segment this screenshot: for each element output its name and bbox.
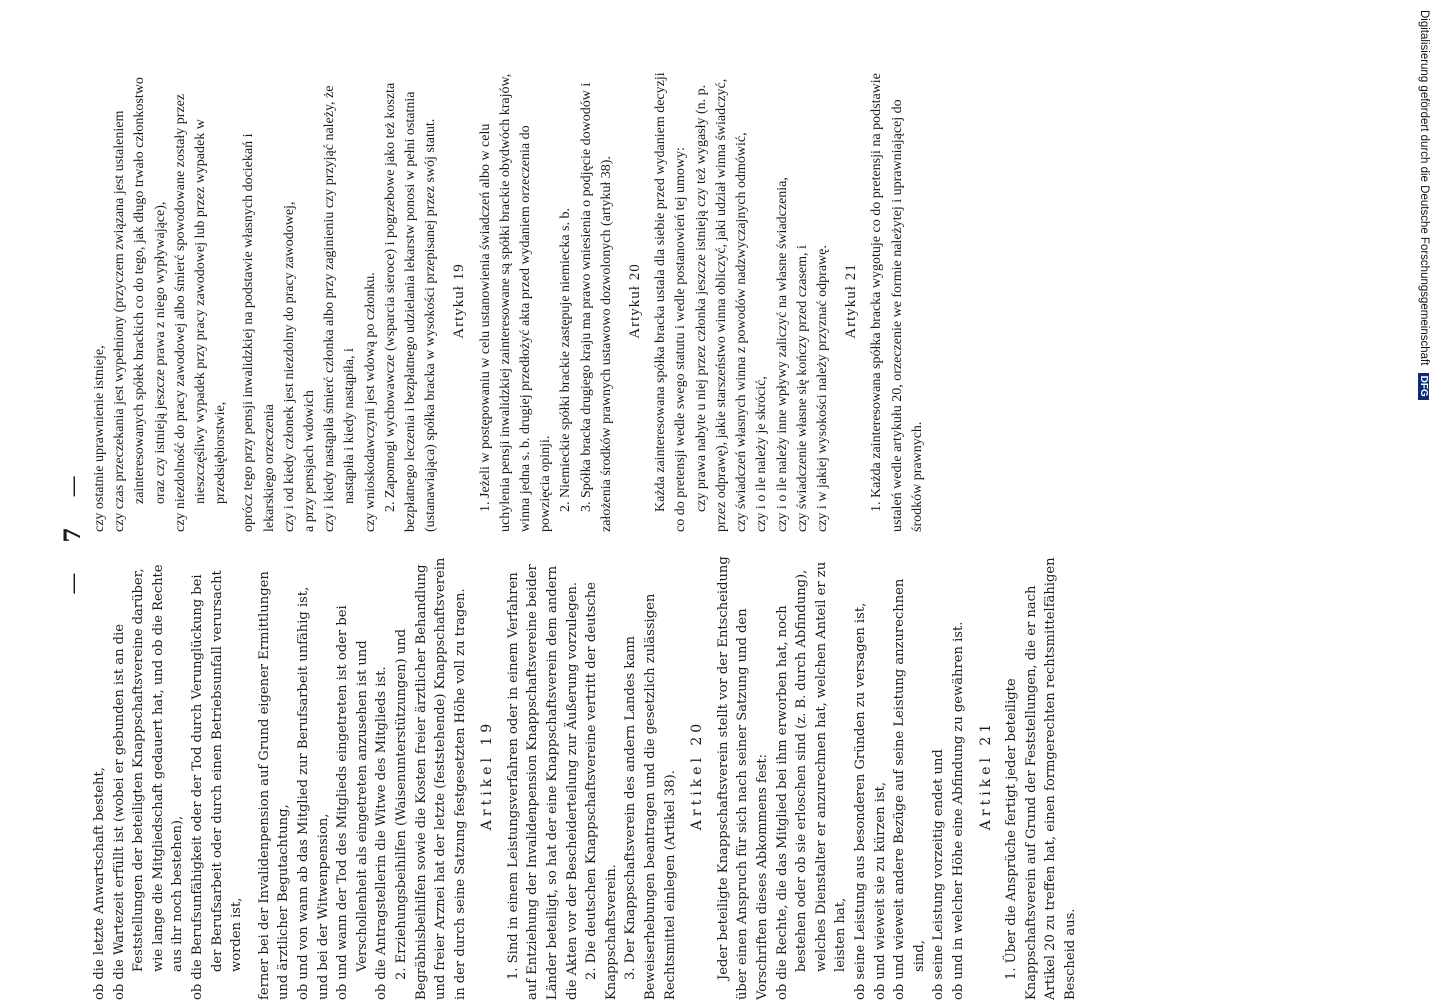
paragraph: 3. Spółka bracka drugiego kraju ma prawo wniesienia o podjęcie dowodów i założenia środków prawnych ustawowo dozwolonych (artykuł 38). [578, 82, 614, 532]
paragraph: 3. Der Knappschaftsverein des andern Landes kann Beweiserhebungen beantragen und die gesetzlich zulässigen Rechtsmittel einlegen (Artikel 38). [623, 593, 678, 1000]
paragraph: czy świadczenie własne się kończy przed czasem, i [794, 245, 810, 532]
paragraph: czy ostatnie uprawnienie istnieje, [92, 345, 107, 532]
paragraph: czy niezdolność do pracy zawodowej albo śmierć spowodowane zostały przez nieszczęśliwy wypadek przy pracy zawodowej lub przez wypadek w przedsiębiorstwie, [172, 93, 229, 532]
paragraph: ob die letzte Anwartschaft besteht, [92, 767, 107, 1000]
paragraph: Jeder beteiligte Knappschaftsverein stellt vor der Entscheidung über einen Anspruch für sich nach seiner Satzung und den Vorschriften dieses Abkommens fest: [715, 556, 770, 1000]
paragraph: ob die Berufsunfähigkeit oder der Tod durch Verunglückung bei der Berufsarbeit oder durch einen Betriebsunfall verursacht worden ist, [189, 570, 245, 1000]
paragraph: 2. Niemieckie spółki brackie zastępuje niemiecka s. b. [558, 207, 574, 512]
paragraph: czy i w jakiej wysokości należy przyznać odprawę. [814, 245, 830, 532]
paragraph: czy czas przeczekania jest wypełniony (przyczem związana jest ustaleniem zainteresowanych spółek brackich co do tego, jak długo trwało członkostwo oraz czy istnieją jeszcze prawa z niego wypływające), [112, 77, 168, 532]
article-heading: Artikel 20 [689, 719, 706, 831]
paragraph: ob und wieweit sie zu kürzen ist, [872, 781, 888, 1000]
paragraph: ob die Antragstellerin die Witwe des Mitglieds ist. [374, 666, 390, 1000]
rotated-page-content [60, 70, 1340, 1000]
digitization-credit: Digitalisierung gefördert durch die Deutsche Forschungsgemeinschaft [1418, 10, 1430, 366]
paragraph: ferner bei der Invalidenpension auf Grund eigener Ermittlungen und ärztlicher Begutachtung, [256, 571, 292, 1000]
article-heading: Artykuł 20 [627, 263, 644, 339]
paragraph: und bei der Witwenpension, [315, 813, 331, 1000]
paragraph: czy prawa nabyte u niej przez członka jeszcze istnieją czy też wygasły (n. p. przez odprawę), jakie starszeństwo winna obliczyć, jaki udział winna świadczyć, [693, 78, 729, 532]
paragraph: ob und in welcher Höhe eine Abfindung zu gewähren ist. [950, 621, 966, 1000]
page-header: —7— [60, 475, 86, 595]
paragraph: 1. Sind in einem Leistungsverfahren oder in einem Verfahren auf Entziehung der Invalidenpension Knappschaftsvereine beider Länder beteiligt, so hat der eine Knappschaftsverein dem andern die Akten vor der Bescheiderteilung zur Äußerung vorzulegen. [505, 564, 580, 1000]
german-text-column [90, 550, 1081, 1000]
paragraph: 2. Erziehungsbeihilfen (Waisenunterstützungen) und Begräbnisbeihilfen sowie die Kosten freier ärztlicher Behandlung und freier Arznei hat der letzte (feststehende) Knappschaftsverein in der durch seine Satzung festgesetzten Höhe voll zu tragen. [393, 557, 468, 1000]
paragraph: czy wnioskodawczyni jest wdową po członku. [362, 272, 378, 532]
paragraph-gap [247, 550, 255, 1000]
paragraph: czy świadczeń własnych winna z powodów nadzwyczajnych odmówić, [734, 132, 750, 532]
paragraph: ob und von wann ab das Mitglied zur Berufsarbeit unfähig ist, [295, 586, 311, 1000]
article-heading: Artikel 19 [479, 719, 496, 831]
paragraph: czy i o ile należy inne wpływy zaliczyć na własne świadczenia, [774, 177, 790, 532]
digitization-credit-strip [1400, 0, 1434, 1000]
paragraph: ob seine Leistung vorzeitig endet und [931, 749, 947, 1000]
paragraph: 2. Die deutschen Knappschaftsvereine vertritt der deutsche Knappschaftsverein. [584, 582, 619, 1000]
paragraph: ob seine Leistung aus besonderen Gründen zu versagen ist, [852, 602, 868, 1000]
paragraph: czy i o ile należy je skrócić, [754, 376, 770, 532]
paragraph: 2. Zapomogi wychowawcze (wsparcia sieroce) i pogrzebowe jako też koszta bezpłatnego leczenia i bezpłatnego udzielania lekarstw ponosi w pełni ostatnia (ustanawiająca) spółka bracka w wysokości przepisanej przez swój statut. [382, 82, 439, 532]
paragraph: czy i kiedy nastąpiła śmierć członka albo przy zaginieniu czy przyjąć należy, że nastąpiła i kiedy nastąpiła, i [322, 85, 358, 532]
article-heading: Artykuł 19 [451, 263, 468, 339]
dfg-logo: DFG [1418, 373, 1429, 400]
paragraph-gap [231, 70, 239, 532]
paragraph: ob die Rechte, die das Mitglied bei ihm erworben hat, noch bestehen oder ob sie erloschen sind (z. B. durch Abfindung), welches Dienstalter er anzurechnen hat, welchen Anteil er zu leisten hat, [774, 561, 849, 1000]
paragraph: 1. Każda zainteresowana spółka bracka wygotuje co do pretensji na podstawie ustaleń wedle artykułu 20, orzeczenie we formie należytej i uprawniającej do środków prawnych. [869, 73, 925, 532]
paragraph: a przy pensjach wdowich [302, 390, 318, 532]
paragraph: 1. Jeżeli w postępowaniu w celu ustanowienia świadczeń albo w celu uchylenia pensji inwalidzkiej zainteresowane są spółki brackie obydwóch krajów, winna jedna s. b. drugiej przedłożyć akta przed wydaniem orzeczenia do powzięcia opinji. [477, 73, 554, 532]
paragraph: ob die Wartezeit erfüllt ist (wobei er gebunden ist an die Feststellungen der beteiligten Knappschaftsvereine darüber, wie lange die Mitgliedschaft gedauert hat, und ob die Rechte aus ihr noch bestehen), [111, 564, 186, 1000]
paragraph: czy i od kiedy członek jest niezdolny do pracy zawodowej, [281, 201, 297, 532]
polish-text-column [90, 70, 928, 532]
paragraph: oprócz tego przy pensji inwalidzkiej na podstawie własnych dociekań i lekarskiego orzeczenia [241, 133, 277, 532]
page-number: 7 [60, 527, 86, 543]
paragraph: 1. Über die Ansprüche fertigt jeder beteiligte Knappschaftsverein auf Grund der Feststellungen, die er nach Artikel 20 zu treffen hat, einen formgerechten rechtsmittelfähigen Bescheid aus. [1004, 557, 1078, 1000]
paragraph: ob und wann der Tod des Mitglieds eingetreten ist oder bei Verschollenheit als eingetreten anzusehen ist und [335, 605, 370, 1000]
paragraph: ob und wieweit andere Bezüge auf seine Leistung anzurechnen sind, [892, 578, 927, 1000]
paragraph: Każda zainteresowana spółka bracka ustala dla siebie przed wydaniem decyzji co do pretensji wedle swego statutu i wedle postanowień tej umowy: [653, 72, 689, 532]
article-heading: Artykuł 21 [843, 263, 860, 339]
article-heading: Artikel 21 [977, 719, 994, 831]
